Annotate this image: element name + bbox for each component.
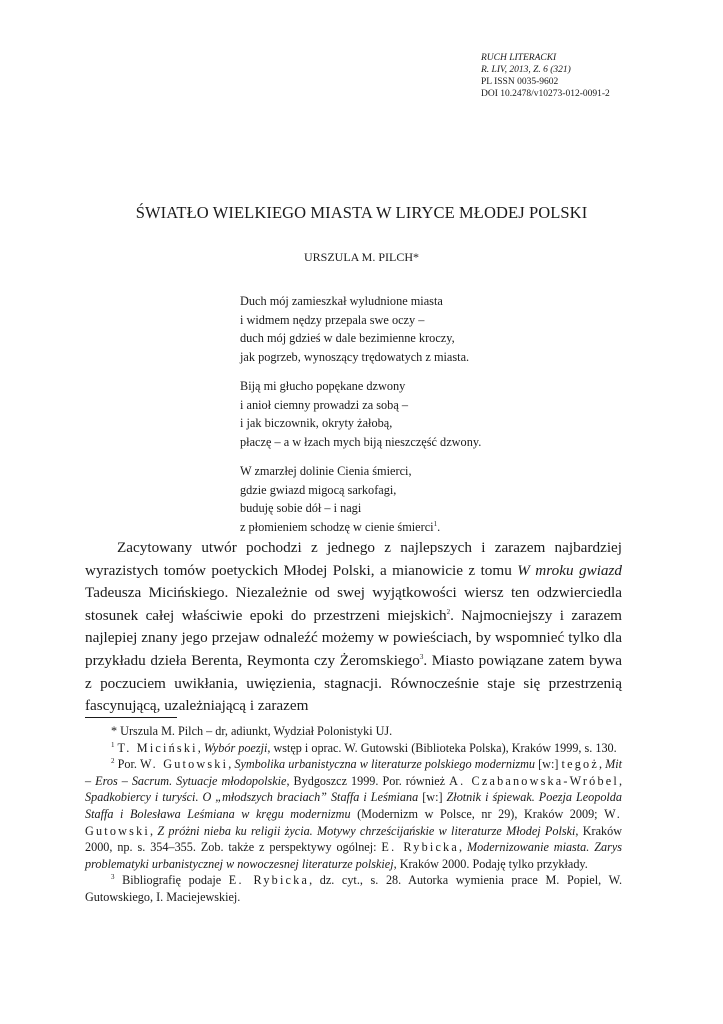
footnote-text: [w:] xyxy=(418,790,447,805)
poem-line: buduję sobie dół – i nagi xyxy=(240,501,362,515)
footnote-text: , xyxy=(150,823,158,838)
epigraph-poem xyxy=(240,292,481,547)
footnote-text: , Bydgoszcz 1999. Por. również xyxy=(286,773,450,788)
footnote-cited-author: tegoż xyxy=(561,757,599,772)
poem-line-last: z płomieniem schodzę w cienie śmierci$^1$. xyxy=(240,519,441,534)
footnote-divider xyxy=(85,717,177,718)
footnote-cited-title: Z próżni nieba ku religii życia. Motywy chrześcijańskie w literaturze Młodej Polski xyxy=(157,823,576,838)
poem-line: i jak biczownik, okryty żałobą, xyxy=(240,416,393,430)
poem-line: i widmem nędzy przepala swe oczy – xyxy=(240,312,425,327)
poem-stanza-2 xyxy=(240,377,481,451)
book-title: W mroku gwiazd xyxy=(517,561,623,579)
footnote-cited-author: T. Miciński xyxy=(117,740,198,755)
footnote-3 xyxy=(85,872,622,905)
poem-line: gdzie gwiazd migocą sarkofagi, xyxy=(240,482,397,497)
body-text-run: Tadeusza Micińskiego. Niezależnie od swej wyjątkowości wiersz ten odzwierciedla stosunek całej właściwie epoki do przestrzeni miejskich xyxy=(85,584,622,624)
journal-header xyxy=(481,52,610,100)
body-paragraph xyxy=(85,537,622,718)
article-title: ŚWIATŁO WIELKIEGO MIASTA W LIRYCE MŁODEJ POLSKI xyxy=(135,203,588,222)
article-author: URSZULA M. PILCH* xyxy=(303,250,419,264)
poem-line: duch mój gdzieś w dale bezimienne kroczy, xyxy=(240,331,455,345)
footnote-cited-author: E. Rybicka xyxy=(228,873,310,888)
poem-line: W zmarzłej dolinie Cienia śmierci, xyxy=(240,464,412,478)
footnote-number: 1 xyxy=(111,740,115,749)
journal-doi: DOI 10.2478/v10273-012-0091-2 xyxy=(481,89,610,99)
footnote-cited-title: Wybór poezji xyxy=(203,740,268,755)
journal-issn: PL ISSN 0035-9602 xyxy=(481,77,559,87)
footnote-cited-title: Mit – Eros – Sacrum. Sytuacje młodopolskie xyxy=(85,757,623,788)
footnote-text: Bibliografię podaje xyxy=(122,873,229,888)
footnote-cited-author: W. Gutowski xyxy=(85,806,622,838)
footnote-text: [w:] xyxy=(534,757,562,772)
footnote-ref-1[interactable]: 1 xyxy=(433,519,438,528)
footnote-number: 3 xyxy=(111,873,115,882)
footnote-author: * Urszula M. Pilch – dr, adiunkt, Wydział Polonistyki UJ. xyxy=(111,724,393,738)
footnote-ref-3[interactable]: 3 xyxy=(419,652,424,661)
footnote-text: , xyxy=(197,740,204,755)
poem-line: Duch mój zamieszkał wyludnione miasta xyxy=(240,294,443,308)
footnote-text: , xyxy=(458,840,467,855)
footnote-cited-author: E. Rybicka xyxy=(381,840,459,855)
journal-name: RUCH LITERACKI xyxy=(481,53,557,63)
footnote-text: , xyxy=(228,757,235,772)
poem-line: i anioł ciemny prowadzi za sobą – xyxy=(240,397,409,412)
footnote-text: (Modernizm w Polsce, nr 29), Kraków 2009; xyxy=(350,806,605,821)
footnote-ref-2[interactable]: 2 xyxy=(446,607,451,616)
body-text xyxy=(85,537,622,718)
poem-line: jak pogrzeb, wynoszący trędowatych z miasta. xyxy=(240,349,470,364)
footnote-1 xyxy=(85,740,622,757)
poem-stanza-3 xyxy=(240,462,481,536)
body-text-run: . Najmocniejszy i zarazem najlepiej znany jego przejaw odnaleźć możemy w powieściach, by wspomnieć tylko dla przykładu dzieła Berenta, Reymonta czy Żeromskiego xyxy=(85,606,622,669)
footnote-text: , xyxy=(598,757,606,772)
footnote-cited-author: A. Czabanowska-Wróbel xyxy=(449,773,619,788)
footnote-text: , xyxy=(618,773,622,788)
footnote-cited-title: Złotnik i śpiewak. Poezja Leopolda Staffa i Bolesława Leśmiana w kręgu modernizmu xyxy=(85,790,622,821)
footnote-text: , dz. cyt., s. 28. Autorka wymienia prace M. Popiel, W. Gutowskiego, I. Maciejewskiej. xyxy=(85,873,622,904)
poem-line: Biją mi głucho popękane dzwony xyxy=(240,379,406,393)
journal-volume: R. LIV, 2013, Z. 6 (321) xyxy=(481,65,571,75)
footnote-text: Por. xyxy=(117,757,141,772)
body-text-run: Zacytowany utwór pochodzi z jednego z najlepszych i zarazem najbardziej wyrazistych tomów poetyckich Młodej Polski, a mianowicie z tomu xyxy=(85,539,622,579)
footnote-cited-title: Symbolika urbanistyczna w literaturze polskiego modernizmu xyxy=(234,757,535,772)
footnote-text: , wstęp i oprac. W. Gutowski (Biblioteka Polska), Kraków 1999, s. 130. xyxy=(267,740,617,755)
body-text-run: . Miasto powiązane zatem bywa z poczuciem uwikłania, uwięzienia, stagnacji. Równocześnie staje się przestrzenią fascynującą, uzależniającą i zarazem xyxy=(85,651,622,715)
footnote-text: , Kraków 2000. Podaję tylko przykłady. xyxy=(393,856,588,871)
footnote-2 xyxy=(85,756,622,872)
footnote-text: , Kraków 2000, np. s. 354–355. Zob. także z perspektywy ogólnej: xyxy=(85,823,623,855)
poem-line: płaczę – a w łzach mych biją nieszczęść dzwony. xyxy=(240,434,482,449)
footnote-cited-author: W. Gutowski xyxy=(140,757,229,772)
footnote-cited-title: Modernizowanie miasta. Zarys problematyki urbanistycznej w nowoczesnej literaturze polskiej xyxy=(85,840,623,871)
footnote-cited-title: Spadkobiercy i turyści. O „młodszych braciach” Staffa i Leśmiana xyxy=(85,790,419,805)
footnotes xyxy=(85,723,622,906)
poem-stanza-1 xyxy=(240,292,481,366)
footnote-number: 2 xyxy=(111,757,115,766)
poem-line-text: z płomieniem schodzę w cienie śmierci xyxy=(240,519,434,534)
